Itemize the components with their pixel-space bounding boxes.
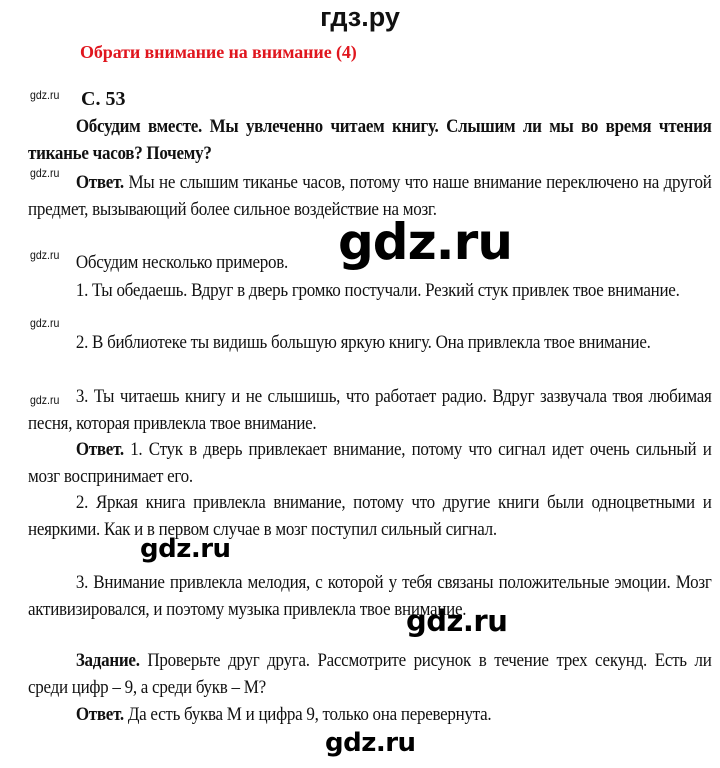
task-paragraph [28,648,712,702]
task-text: Проверьте друг друга. Рассмотрите рисунок в течение трех секунд. Есть ли среди цифр – 9, а среди букв – М? [28,651,712,698]
example-1: 1. Ты обедаешь. Вдруг в дверь громко постучали. Резкий стук привлек твое внимание. [75,281,680,301]
watermark-medium: gdz.ru [406,604,508,638]
watermark-small: gdz.ru [30,248,60,262]
answer-item-3: 3. Внимание привлекла мелодия, с которой у тебя связаны положительные эмоции. Мозг активизировался, и поэтому музыка привлекла твое внимание. [28,573,712,620]
answer-text: Да есть буква М и цифра 9, только она перевернута. [123,705,492,725]
watermark-medium: gdz.ru [140,534,231,564]
document-title: Обрати внимание на внимание (4) [80,42,357,62]
answer-paragraph-1 [28,170,712,224]
answer-label: Ответ. [75,173,124,193]
watermark-small: gdz.ru [30,316,60,330]
example-2: 2. В библиотеке ты видишь большую яркую книгу. Она привлекла твое внимание. [75,333,651,353]
page-number: С. 53 [81,88,126,110]
watermark-footer: gdz.ru [325,728,416,758]
watermark-small: gdz.ru [30,166,60,180]
examples-intro: Обсудим несколько примеров. [75,253,289,273]
answer-label: Ответ. [75,705,124,725]
answer-text: 1. Стук в дверь привлекает внимание, потому что сигнал идет очень сильный и мозг воспринимает его. [28,440,712,487]
answer-paragraph-3 [28,702,712,729]
example-3: 3. Ты читаешь книгу и не слышишь, что работает радио. Вдруг зазвучала твоя любимая песня, которая привлекла твое внимание. [28,387,712,434]
watermark-small: gdz.ru [30,393,60,407]
watermark-large: gdz.ru [338,213,512,271]
answer-text: Мы не слышим тиканье часов, потому что наше внимание переключено на другой предмет, вызывающий более сильное воздействие на мозг. [28,173,712,220]
discussion-question: Обсудим вместе. Мы увлеченно читаем книгу. Слышим ли мы во время чтения тиканье часов? Почему? [28,117,712,164]
site-header-logo[interactable]: гдз.ру [320,2,400,32]
answer-item-2: 2. Яркая книга привлекла внимание, потому что другие книги были одноцветными и неяркими. Как и в первом случае в мозг поступил сильный сигнал. [28,493,712,540]
answer-paragraph-2 [28,437,712,491]
answer-label: Ответ. [75,440,124,460]
task-label: Задание. [75,651,140,671]
watermark-small: gdz.ru [30,88,60,102]
